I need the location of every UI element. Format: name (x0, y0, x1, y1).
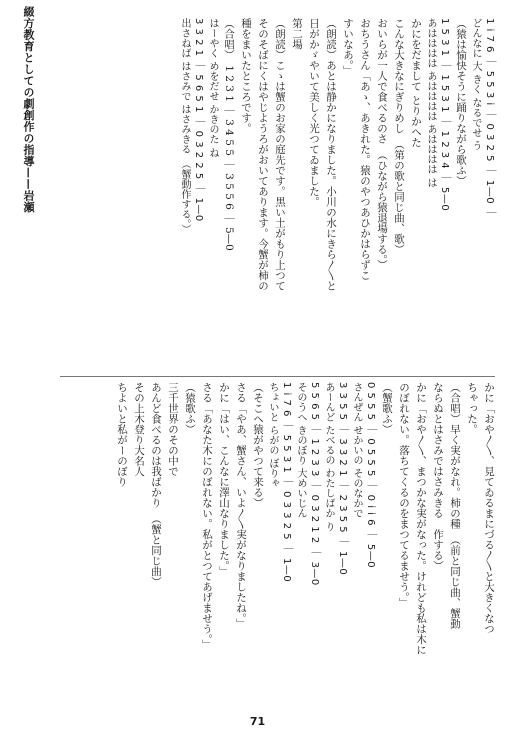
text-line: （朗読）あとは静かになりました。小川の水にきら〳〵と (325, 18, 337, 291)
music-notation-line: 3 3 2 1 ｜ 5 6 5 1 ｜ 0 3 2 2 5 ｜ 1—0 (193, 18, 204, 222)
music-notation-line: 1 5 3 1 ｜ 1 5 3 1 ｜ 1 2 3 4 ｜ 5—0 (439, 18, 450, 212)
text-line: おいらが一人で食べるのさ （ひながら猿退場する。） (376, 18, 388, 270)
page-number: 71 (249, 715, 266, 728)
text-line: （合唱）早く実がなれ。柿の種 （前と同じ曲、蟹動 (449, 382, 461, 629)
text-line: おちうさん「あゝ、あきれた。猿のやつあひかはらずこ (359, 18, 371, 281)
lyric-line: はーやく めをだせ かきのた ね (207, 18, 218, 158)
lyric-line: さんぜん せかいの そのなかで (351, 382, 362, 519)
text-line: （そこへ猿がやつて来る） (252, 382, 264, 508)
music-notation-line: 5 5 6 5 ｜ 1 2 3 3 ｜ 0 3 2 1 2 ｜ 3—0 (309, 382, 320, 586)
running-header: 綴方教育としての劇創作の指導——岩瀬 (22, 6, 35, 213)
section-divider (60, 376, 495, 377)
text-line: そのそばにくはやじようろがおいてあります。今蟹が柿の (257, 18, 269, 291)
text-line: かに「はい、こんなに澤山なりました。」 (218, 382, 230, 577)
lyric-line: あーんど たべるの わたしばか り (323, 382, 334, 532)
music-notation-line: 1 i 7 6 ｜ 5 5 3 1 ｜ 0 3 3 2 5 ｜ 1—0 (281, 382, 292, 583)
text-line: （蟹歌ふ） (381, 382, 393, 435)
text-line: 種をまいたところです。 (240, 18, 252, 134)
text-line: ちゃった。 (466, 382, 478, 435)
lyric-line: そのうへ きのぼり 大めいじん (295, 382, 306, 519)
text-line: のぼれない。落ちてくるのをまつてるませう。」 (398, 382, 410, 608)
upper-half-text (55, 18, 495, 370)
text-line: すいなあ。」 (342, 18, 354, 76)
text-line: さる「やあ、蟹さん、いよ〳〵実がなりましたね。」 (235, 382, 247, 629)
text-line: さる「あなた木にのぼれない。私がとつてあげませう。」 (201, 382, 213, 650)
music-notation-line: 0 5 5 5 ｜ 0 5 5 5 ｜ 0 i i 6 ｜ 5—0 (365, 382, 376, 569)
text-line: （合唱） 1 2 3 1 ｜ 3 4 5 5 ｜ 3 5 5 6 ｜ 5—0 (223, 18, 235, 251)
text-line: あんど食べるのは我ばかり （蟹と同じ曲） (150, 382, 162, 587)
text-line: 第二場 (291, 18, 303, 50)
lyric-line: あはははは あはははは あはははは は (425, 18, 436, 188)
text-line: 日がかゞやいて美しく光つてゐました。 (308, 18, 320, 207)
text-line: （朗読）こゝは蟹のお家の庭先です。黒い土がもり上つて (274, 18, 286, 291)
text-line: ちよいと私がーのぼり (116, 382, 128, 487)
text-line: かに「おや〳〵、見てゐるまにづる〳〵と大きくなつ (483, 382, 495, 634)
text-line: （猿は愉快そうに踊りながら歌ふ） (455, 18, 467, 186)
music-notation-line: 3 3 5 5 ｜ 3 3 2 1 ｜ 2 3 5 5 ｜ 1—0 (337, 382, 348, 576)
text-line: こんな大きなにぎりめし （第の歌と同じ曲、歌） (393, 18, 405, 255)
text-line: かにをだまして とりかへた (410, 18, 422, 148)
lyric-line: 出さねば はさみで はさみきる （蟹動作する。） (179, 18, 190, 235)
lyric-line: ちょいと らがの ぼりゃ (267, 382, 278, 489)
music-notation-line: 1 i 7 6 ｜ 5 5 3 i ｜ 0 3 2 5 ｜ 1—0 ｜ (484, 18, 495, 219)
lower-half-text (55, 382, 495, 712)
text-line: （猿歌ふ） (184, 382, 196, 435)
text-line: 三千世界のその中で (167, 382, 179, 477)
text-line: ならぬとはさみではさみきる 作する） (432, 382, 444, 571)
text-line: その上木登り大名人 (133, 382, 145, 477)
lyric-line: どんなに 大 きく なるでせ う (470, 18, 481, 151)
text-line: かに「おや〳〵、まつかな実がなった。けれども私は木に (415, 382, 427, 655)
